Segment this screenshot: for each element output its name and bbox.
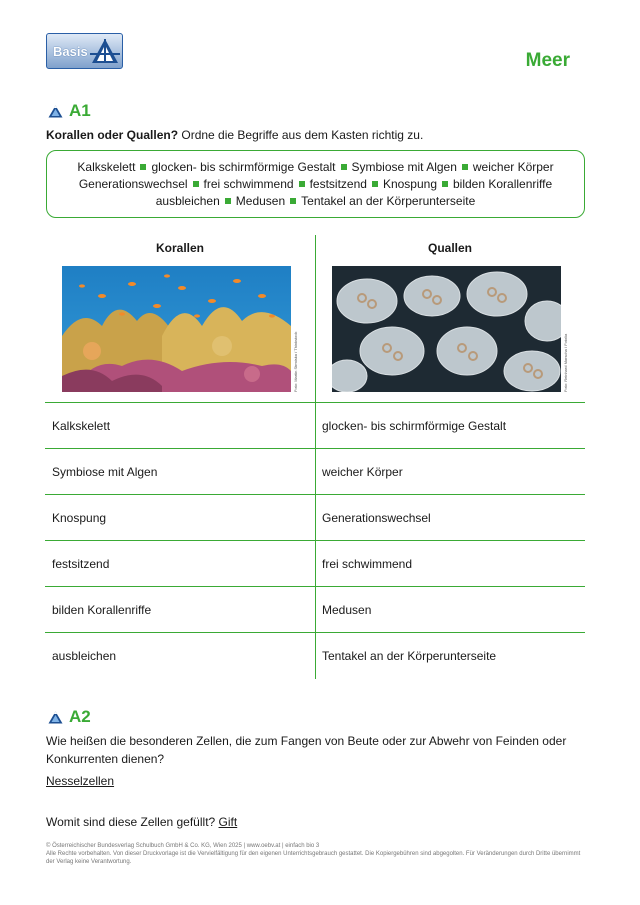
word-box-term: bilden Korallenriffe (453, 177, 553, 191)
green-square-separator-icon (299, 181, 305, 187)
green-square-separator-icon (290, 198, 296, 204)
footer-line-1: © Österreichischer Bundesverlag Schulbuch GmbH & Co. KG, Wien 2025 | www.oebv.at | einfach bio 3 (46, 843, 320, 849)
word-box-term: Medusen (235, 194, 286, 208)
korallen-cell: Knospung (52, 511, 107, 525)
task-a2-question-1: Wie heißen die besonderen Zellen, die zum Fangen von Beute oder zur Abwehr von Feinden oder Konkurrenten dienen? (46, 734, 567, 766)
table-row (45, 632, 585, 678)
task-a2-answer-2: Gift (218, 815, 238, 829)
copyright-footer (46, 842, 586, 866)
task-a2-answer-1: Nesselzellen (46, 774, 115, 788)
word-box-term: Generationswechsel (78, 177, 188, 191)
green-square-separator-icon (225, 198, 231, 204)
basis-logo (46, 33, 123, 69)
word-box-term: glocken- bis schirmförmige Gestalt (151, 160, 336, 174)
task-a2-heading (48, 707, 91, 727)
green-square-separator-icon (140, 164, 146, 170)
quallen-cell: weicher Körper (322, 465, 403, 479)
green-square-separator-icon (341, 164, 347, 170)
quallen-cell: Generationswechsel (322, 511, 431, 525)
word-box-term: Tentakel an der Körperunterseite (301, 194, 476, 208)
photo-credit-coral: Foto: Martin Strmiska / Thinkstock (293, 331, 298, 392)
column-header-korallen: Korallen (155, 241, 204, 255)
task-a2-question-2 (46, 813, 586, 831)
word-box-term: weicher Körper (472, 160, 554, 174)
word-box-line (79, 177, 552, 191)
green-square-separator-icon (442, 181, 448, 187)
word-box-term: festsitzend (309, 177, 367, 191)
korallen-cell: Symbiose mit Algen (52, 465, 158, 479)
instruction-text: Ordne die Begriffe aus dem Kasten richtig zu. (178, 128, 424, 142)
word-box-line (156, 194, 476, 208)
word-box-line (77, 160, 553, 174)
table-row (45, 586, 585, 632)
korallen-cell: festsitzend (52, 557, 110, 571)
word-box-term: Kalkskelett (77, 160, 136, 174)
subject-title: Meer (525, 50, 570, 71)
question-2-text: Womit sind diese Zellen gefüllt? (46, 815, 216, 829)
quallen-cell: Medusen (322, 603, 372, 617)
korallen-cell: Kalkskelett (52, 419, 111, 433)
table-row (45, 494, 585, 540)
column-header-quallen: Quallen (427, 241, 472, 255)
korallen-cell: bilden Korallenriffe (52, 603, 152, 617)
jellyfish-photo (332, 266, 561, 392)
mountain-triangle-icon (48, 105, 63, 118)
green-square-separator-icon (372, 181, 378, 187)
word-box-term: Symbiose mit Algen (351, 160, 457, 174)
logo-text: Basis (53, 44, 88, 59)
table-row (45, 448, 585, 494)
word-box-term: frei schwimmend (203, 177, 294, 191)
instruction-bold: Korallen oder Quallen? (46, 128, 179, 142)
green-square-separator-icon (193, 181, 199, 187)
quallen-cell: frei schwimmend (322, 557, 413, 571)
table-row (45, 540, 585, 586)
coral-reef-photo (62, 266, 291, 392)
photo-credit-jellyfish: Foto: Reinhard Marscha / Fotolia (563, 333, 568, 392)
word-box-term: ausbleichen (155, 194, 220, 208)
footer-line-2: Alle Rechte vorbehalten. Von dieser Druckvorlage ist die Vervielfältigung für den eigenen Unterrichtsgebrauch gestattet. Die Kopiergebühren sind abgegolten. Für Veränderungen durch Dritte übernimmt der Verlag keine Verantwortung. (46, 851, 581, 865)
task-number: A2 (69, 707, 91, 726)
quallen-cell: glocken- bis schirmförmige Gestalt (322, 419, 507, 433)
task-a1-heading (48, 101, 91, 121)
green-square-separator-icon (462, 164, 468, 170)
triangle-logo-icon (90, 36, 120, 66)
word-box (46, 150, 585, 218)
table-row (45, 402, 585, 448)
mountain-triangle-icon (48, 711, 63, 724)
task-a1-instruction (46, 128, 423, 142)
word-box-term: Knospung (382, 177, 437, 191)
task-number: A1 (69, 101, 91, 120)
quallen-cell: Tentakel an der Körperunterseite (322, 649, 497, 663)
korallen-cell: ausbleichen (52, 649, 117, 663)
